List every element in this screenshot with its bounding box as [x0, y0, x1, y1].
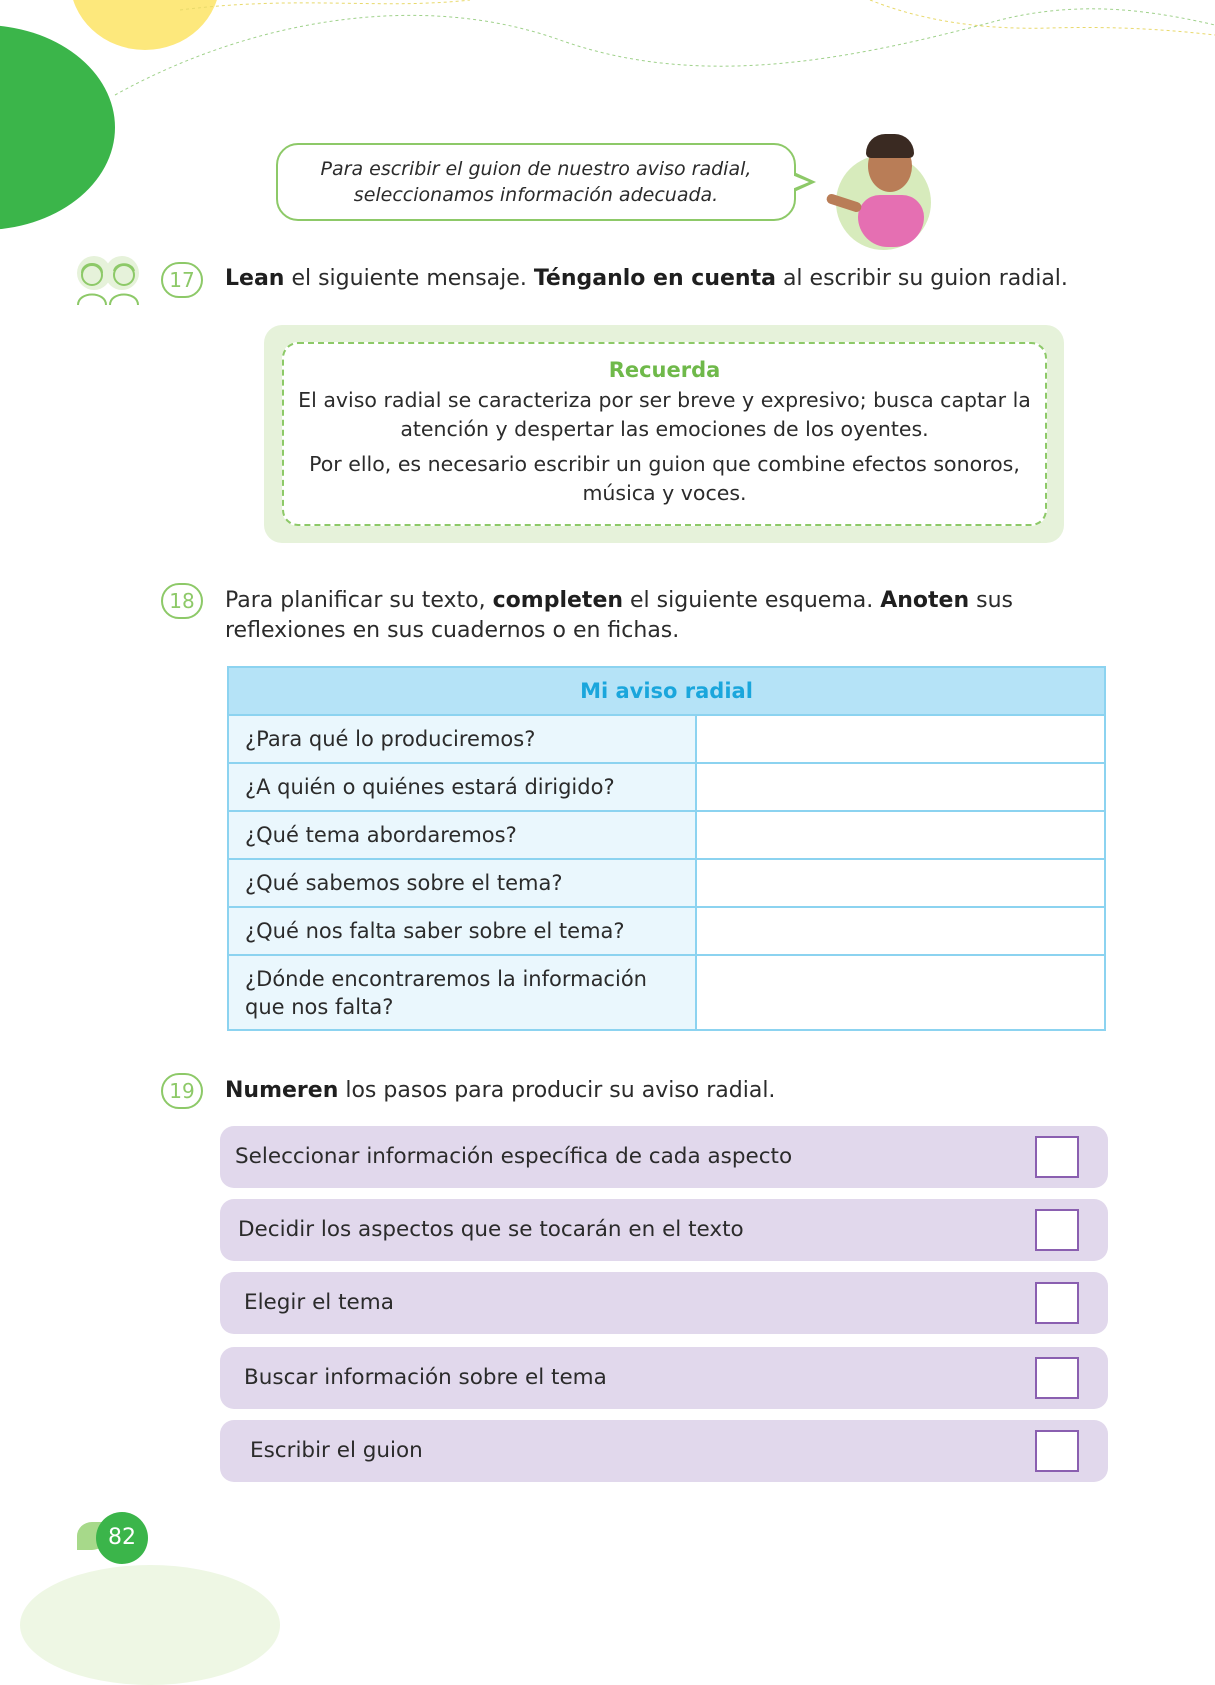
activity-17-number: 17 — [161, 262, 203, 298]
decorative-dashed-lines — [0, 0, 1215, 110]
activity-17-text-1: el siguiente mensaje. — [284, 266, 534, 291]
table-question: ¿Para qué lo produciremos? — [229, 716, 697, 762]
activity-18-bold-1: completen — [492, 588, 624, 613]
recuerda-title: Recuerda — [608, 358, 721, 382]
step-item — [220, 1126, 1108, 1188]
bubble-line-1: Para escribir el guion de nuestro aviso radial, — [320, 158, 752, 180]
table-row — [229, 716, 1104, 764]
step-label: Decidir los aspectos que se tocarán en el texto — [238, 1217, 744, 1242]
character-shirt — [858, 195, 924, 247]
bubble-line-2: seleccionamos información adecuada. — [353, 184, 719, 206]
table-answer-cell[interactable] — [697, 860, 1104, 906]
step-label: Elegir el tema — [244, 1290, 394, 1315]
activity-19-instruction — [225, 1076, 1055, 1106]
activity-18-text-2: el siguiente esquema. — [623, 588, 881, 613]
table-answer-cell[interactable] — [697, 764, 1104, 810]
step-number-box[interactable] — [1035, 1136, 1079, 1178]
page-number: 82 — [96, 1512, 148, 1564]
activity-19-number: 19 — [161, 1073, 203, 1109]
activity-18-bold-2: Anoten — [880, 588, 970, 613]
aviso-radial-table — [227, 666, 1106, 1031]
step-label: Escribir el guion — [250, 1438, 423, 1463]
table-question: ¿Qué sabemos sobre el tema? — [229, 860, 697, 906]
activity-17-text-2: al escribir su guion radial. — [775, 266, 1068, 291]
character-hair — [866, 134, 914, 158]
activity-17-bold-1: Lean — [225, 266, 285, 291]
table-answer-cell[interactable] — [697, 812, 1104, 858]
decorative-bottom-blob — [20, 1565, 280, 1685]
table-question: ¿Qué nos falta saber sobre el tema? — [229, 908, 697, 954]
step-number-box[interactable] — [1035, 1357, 1079, 1399]
activity-17-bold-2: Ténganlo en cuenta — [533, 266, 776, 291]
table-answer-cell[interactable] — [697, 956, 1104, 1029]
activity-18-instruction — [225, 586, 1055, 646]
table-row — [229, 908, 1104, 956]
activity-19-text-1: los pasos para producir su aviso radial. — [338, 1078, 776, 1103]
step-item — [220, 1199, 1108, 1261]
activity-19-bold-1: Numeren — [225, 1078, 339, 1103]
step-label: Seleccionar información específica de cada aspecto — [235, 1144, 793, 1169]
step-item — [220, 1420, 1108, 1482]
step-item — [220, 1347, 1108, 1409]
table-question: ¿Dónde encontraremos la información que nos falta? — [229, 956, 697, 1029]
table-row — [229, 812, 1104, 860]
table-answer-cell[interactable] — [697, 716, 1104, 762]
step-number-box[interactable] — [1035, 1282, 1079, 1324]
recuerda-paragraph-2: Por ello, es necesario escribir un guion que combine efectos sonoros, música y voces. — [309, 452, 1020, 505]
activity-17-instruction — [225, 264, 1085, 294]
step-number-box[interactable] — [1035, 1209, 1079, 1251]
step-number-box[interactable] — [1035, 1430, 1079, 1472]
recuerda-paragraph-1: El aviso radial se caracteriza por ser breve y expresivo; busca captar la atención y despertar las emociones de los oyentes. — [298, 388, 1031, 441]
table-row — [229, 764, 1104, 812]
bubble-tail-inner — [792, 175, 809, 189]
table-title: Mi aviso radial — [229, 668, 1104, 716]
activity-18-text-1: Para planificar su texto, — [225, 588, 493, 613]
activity-18-number: 18 — [161, 583, 203, 619]
step-label: Buscar información sobre el tema — [244, 1365, 607, 1390]
group-work-icon — [74, 253, 144, 308]
table-row — [229, 860, 1104, 908]
table-answer-cell[interactable] — [697, 908, 1104, 954]
step-item — [220, 1272, 1108, 1334]
table-question: ¿Qué tema abordaremos? — [229, 812, 697, 858]
speech-bubble — [276, 143, 796, 221]
table-row — [229, 956, 1104, 1029]
recuerda-box — [282, 342, 1047, 526]
table-question: ¿A quién o quiénes estará dirigido? — [229, 764, 697, 810]
activity-18-text-3: sus reflexiones en sus cuadernos o en fichas. — [225, 588, 1014, 643]
